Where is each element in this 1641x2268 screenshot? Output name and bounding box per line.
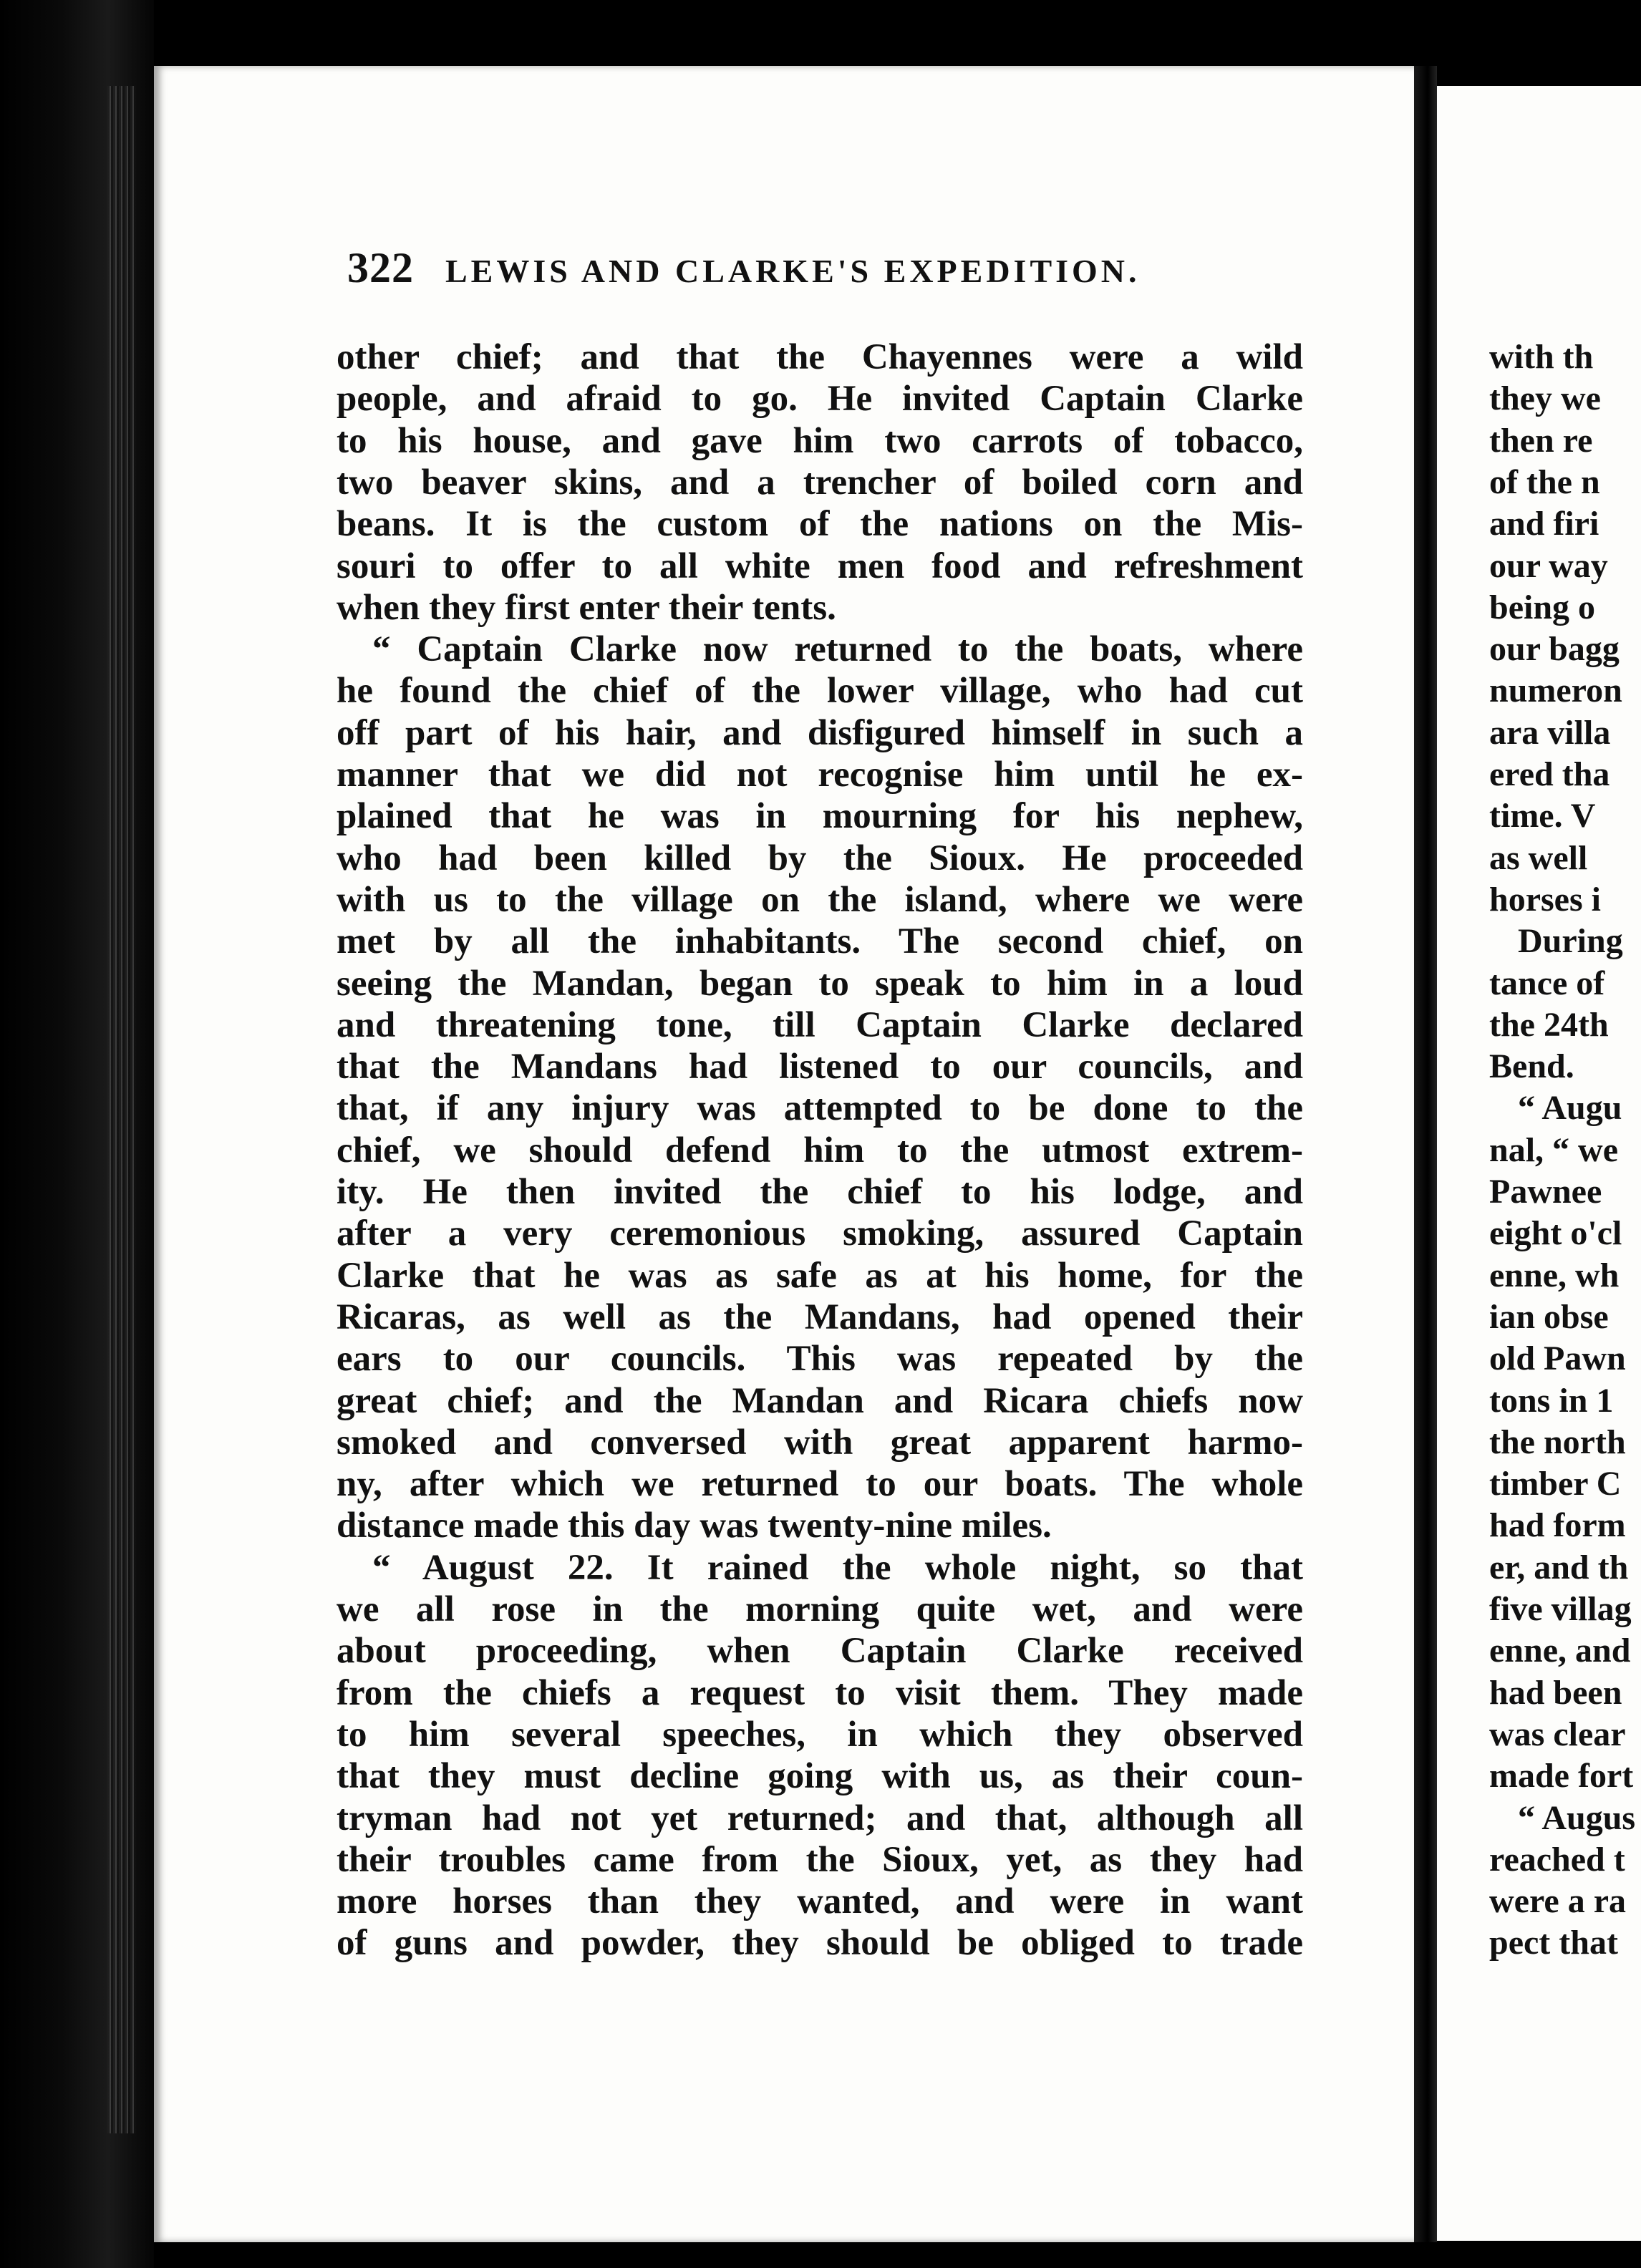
right-text-line: five villag (1489, 1590, 1632, 1628)
page-stack-edges (107, 86, 136, 2133)
left-text-line: and threatening tone, till Captain Clarke declared (337, 1004, 1303, 1045)
left-text-line: off part of his hair, and disfigured himself in such a (337, 712, 1303, 753)
left-text-line: manner that we did not recognise him until he ex- (337, 755, 1303, 795)
left-text-line: we all rose in the morning quite wet, and were (337, 1589, 1303, 1629)
right-text-line: eight o'cl (1489, 1214, 1622, 1253)
left-text-line: more horses than they wanted, and were in want (337, 1881, 1303, 1922)
right-text-line: pect that (1489, 1924, 1618, 1962)
right-text-line: were a ra (1489, 1882, 1627, 1921)
right-text-line: and firi (1489, 505, 1599, 543)
left-text-line: to his house, and gave him two carrots of tobacco, (337, 420, 1303, 461)
left-text-line: people, and afraid to go. He invited Captain Clarke (337, 379, 1303, 420)
left-text-line: that the Mandans had listened to our councils, and (337, 1047, 1303, 1087)
left-text-line: that, if any injury was attempted to be done to the (337, 1088, 1303, 1129)
right-text-line: the north (1489, 1423, 1626, 1461)
right-text-line: enne, wh (1489, 1256, 1620, 1294)
left-text-line: after a very ceremonious smoking, assured Captain (337, 1213, 1303, 1254)
right-text-line: tons in 1 (1489, 1381, 1614, 1420)
left-text-line: Clarke that he was as safe as at his home, for the (337, 1255, 1303, 1296)
right-text-line: Bend. (1489, 1047, 1574, 1086)
right-text-line: horses i (1489, 880, 1601, 919)
right-text-line: with th (1489, 338, 1594, 376)
right-text-line: the 24th (1489, 1005, 1609, 1044)
left-text-line: seeing the Mandan, began to speak to him in a loud (337, 963, 1303, 1004)
left-text-line: met by all the inhabitants. The second chief, on (337, 921, 1303, 962)
right-text-line: being o (1489, 588, 1596, 626)
left-text-line: distance made this day was twenty-nine miles. (337, 1506, 1052, 1546)
right-text-line: as well (1489, 838, 1588, 877)
left-text-line: with us to the village on the island, where we were (337, 879, 1303, 920)
right-text-line: “ Augus (1518, 1798, 1636, 1837)
right-text-line: “ Augu (1518, 1089, 1622, 1128)
left-text-line: ears to our councils. This was repeated by the (337, 1339, 1303, 1380)
left-text-line: “ August 22. It rained the whole night, so that (372, 1547, 1303, 1588)
right-text-line: During (1518, 922, 1623, 961)
left-text-line: ny, after which we returned to our boats. The whole (337, 1464, 1303, 1505)
right-text-line: nal, “ we (1489, 1130, 1618, 1169)
right-text-line: timber C (1489, 1465, 1622, 1503)
right-text-line: reached t (1489, 1840, 1625, 1879)
left-text-line: from the chiefs a request to visit them. They made (337, 1672, 1303, 1713)
left-text-line: who had been killed by the Sioux. He proceeded (337, 838, 1303, 878)
left-text-line: smoked and conversed with great apparent harmo- (337, 1422, 1303, 1463)
left-text-line: to him several speeches, in which they observed (337, 1714, 1303, 1755)
right-text-line: then re (1489, 421, 1593, 460)
left-text-line: of guns and powder, they should be obliged to trade (337, 1923, 1303, 1964)
right-text-line: tance of (1489, 964, 1605, 1002)
running-head-title: LEWIS AND CLARKE'S EXPEDITION. (445, 253, 1141, 289)
left-text-line: ity. He then invited the chief to his lodge, and (337, 1172, 1303, 1212)
left-text-line: he found the chief of the lower village, who had cut (337, 671, 1303, 712)
running-head (347, 243, 1278, 301)
right-text-line: ered tha (1489, 755, 1610, 793)
left-text-line: that they must decline going with us, as their coun- (337, 1756, 1303, 1797)
left-text-line: chief, we should defend him to the utmost extrem- (337, 1130, 1303, 1171)
left-text-line: other chief; and that the Chayennes were a wild (337, 337, 1303, 377)
right-text-line: time. V (1489, 797, 1596, 835)
right-text-line: had form (1489, 1506, 1626, 1545)
right-page (1437, 86, 1641, 2241)
right-text-line: old Pawn (1489, 1339, 1626, 1378)
right-text-line: Pawnee (1489, 1173, 1602, 1211)
right-text-line: our way (1489, 546, 1608, 585)
left-text-line: great chief; and the Mandan and Ricara chiefs now (337, 1380, 1303, 1421)
right-text-line: numeron (1489, 672, 1622, 710)
left-text-line: Ricaras, as well as the Mandans, had opened their (337, 1297, 1303, 1337)
left-text-line: souri to offer to all white men food and refreshment (337, 546, 1303, 586)
right-text-line: enne, and (1489, 1632, 1631, 1670)
left-text-line: beans. It is the custom of the nations on the Mis- (337, 504, 1303, 545)
left-text-line: when they first enter their tents. (337, 587, 836, 628)
right-text-line: er, and th (1489, 1548, 1629, 1586)
right-text-line: of the n (1489, 462, 1600, 501)
right-text-line: was clear (1489, 1715, 1626, 1753)
page-number: 322 (347, 244, 414, 291)
left-text-line: plained that he was in mourning for his nephew, (337, 796, 1303, 837)
right-text-line: ara villa (1489, 713, 1611, 752)
right-text-line: our bagg (1489, 630, 1620, 669)
right-text-line: ian obse (1489, 1297, 1609, 1336)
left-text-line: their troubles came from the Sioux, yet, as they had (337, 1839, 1303, 1880)
right-text-line: had been (1489, 1673, 1622, 1712)
left-text-line: about proceeding, when Captain Clarke received (337, 1631, 1303, 1672)
right-text-line: made fort (1489, 1757, 1634, 1796)
left-text-line: two beaver skins, and a trencher of boiled corn and (337, 462, 1303, 503)
left-text-line: “ Captain Clarke now returned to the boats, where (372, 629, 1303, 670)
book-gutter (1414, 66, 1437, 2242)
left-text-line: tryman had not yet returned; and that, although all (337, 1798, 1303, 1838)
right-text-line: they we (1489, 379, 1601, 418)
